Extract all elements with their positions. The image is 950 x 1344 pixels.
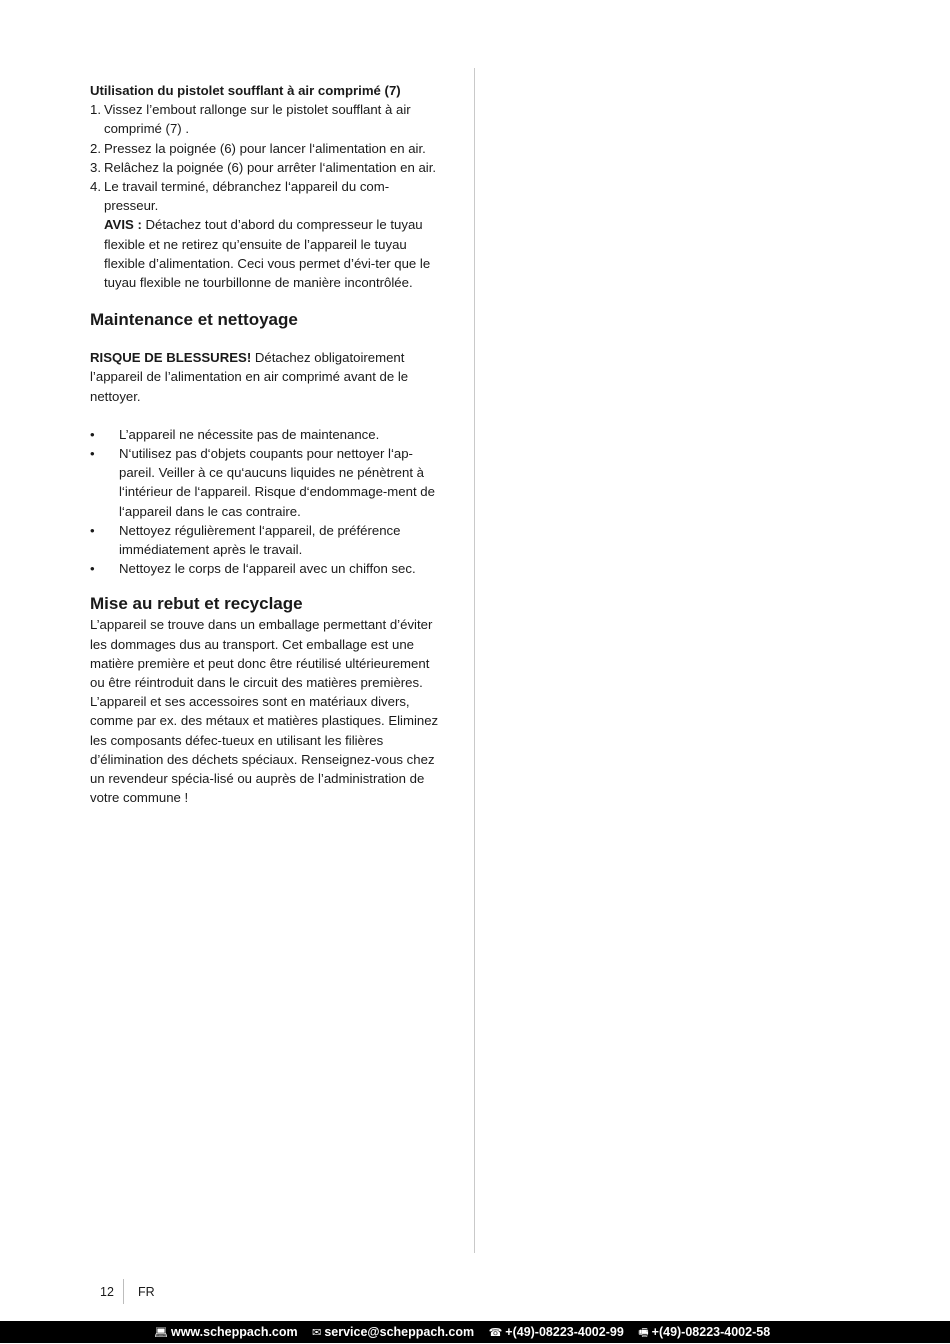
step-text: Relâchez la poignée (6) pour arrêter l‘alimentation en air. [104, 159, 437, 175]
list-item [90, 139, 440, 158]
notice-text: Détachez tout d’abord du compresseur le tuyau flexible et ne retirez qu’ensuite de l’appareil le tuyau flexible d’alimentation. Ceci vous permet d’évi-ter que le tuyau flexible ne tourbillonne de manière incontrôlée. [104, 217, 431, 291]
steps-list [90, 100, 440, 215]
bullet-text: N‘utilisez pas d‘objets coupants pour nettoyer l‘ap-pareil. Veiller à ce qu‘aucuns liquides ne pénètrent à l‘intérieur de l‘appareil. Risque d‘endommage-ment de l‘appareil dans le cas contraire. [119, 446, 435, 519]
step-text: Vissez l’embout rallonge sur le pistolet soufflant à air comprimé (7) . [104, 102, 411, 137]
phone-link[interactable] [489, 1321, 624, 1344]
website-link[interactable] [154, 1321, 298, 1344]
phone-icon: ☎ [488, 1326, 503, 1339]
contact-bar [0, 1321, 950, 1343]
step-number: 2. [90, 140, 101, 156]
section-heading-air-gun: Utilisation du pistolet soufflant à air comprimé (7) [90, 83, 401, 98]
computer-icon: 💻︎ [154, 1326, 168, 1339]
bullet-text: L’appareil ne nécessite pas de maintenance. [119, 426, 380, 442]
notice-label: AVIS : [104, 217, 142, 233]
email-link[interactable] [312, 1321, 474, 1344]
list-item [90, 521, 440, 559]
step-number: 4. [90, 179, 101, 195]
section-heading-maintenance: Maintenance et nettoyage [90, 310, 298, 330]
step-number: 1. [90, 102, 101, 118]
warning-text: Détachez obligatoirement l’appareil de l’alimentation en air comprimé avant de le nettoyer. [90, 350, 409, 404]
warning-paragraph [90, 348, 440, 406]
step-text: Le travail terminé, débranchez l‘appareil du com-presseur. [104, 179, 390, 214]
bullet-icon: • [90, 522, 95, 538]
list-item [90, 425, 440, 444]
bullet-icon: • [90, 561, 95, 577]
list-item [90, 100, 440, 138]
fax-link[interactable] [638, 1321, 770, 1344]
warning-label: RISQUE DE BLESSURES! [90, 350, 252, 366]
list-item [90, 559, 440, 578]
step-number: 3. [90, 159, 101, 175]
footer-divider [123, 1279, 124, 1304]
bullet-text: Nettoyez le corps de l‘appareil avec un chiffon sec. [119, 561, 416, 577]
bullet-icon: • [90, 446, 95, 462]
phone-text: +(49)-08223-4002-99 [505, 1325, 624, 1339]
maintenance-bullet-list [90, 425, 440, 579]
list-item [90, 177, 440, 215]
bullet-text: Nettoyez régulièrement l‘appareil, de préférence immédiatement après le travail. [119, 522, 401, 558]
website-text: www.scheppach.com [170, 1325, 298, 1339]
bullet-icon: • [90, 426, 95, 442]
email-text: service@scheppach.com [324, 1325, 475, 1339]
step-text: Pressez la poignée (6) pour lancer l‘alimentation en air. [104, 140, 426, 156]
page-number: 12 [100, 1285, 114, 1299]
fax-text: +(49)-08223-4002-58 [651, 1325, 771, 1339]
envelope-icon: ✉ [312, 1326, 322, 1339]
left-column [90, 81, 440, 808]
language-code: FR [138, 1285, 155, 1299]
section-heading-disposal: Mise au rebut et recyclage [90, 594, 303, 614]
list-item [90, 444, 440, 521]
fax-icon: 🖷︎ [638, 1326, 649, 1339]
notice-paragraph [90, 215, 440, 292]
disposal-paragraph: L’appareil se trouve dans un emballage permettant d’éviter les dommages dus au transport. Cet emballage est une matière première et peut donc être réutilisé ultérieurement ou être réintroduit dans le circuit des matières premières. L’appareil et ses accessoires sont en matériaux divers, comme par ex. des métaux et matières plastiques. Eliminez les composants défec-tueux en utilisant les filières d’élimination des déchets spéciaux. Renseignez-vous chez un revendeur spécia-lisé ou auprès de l’administration de votre commune ! [90, 617, 439, 806]
list-item [90, 158, 440, 177]
column-divider [474, 68, 475, 1253]
